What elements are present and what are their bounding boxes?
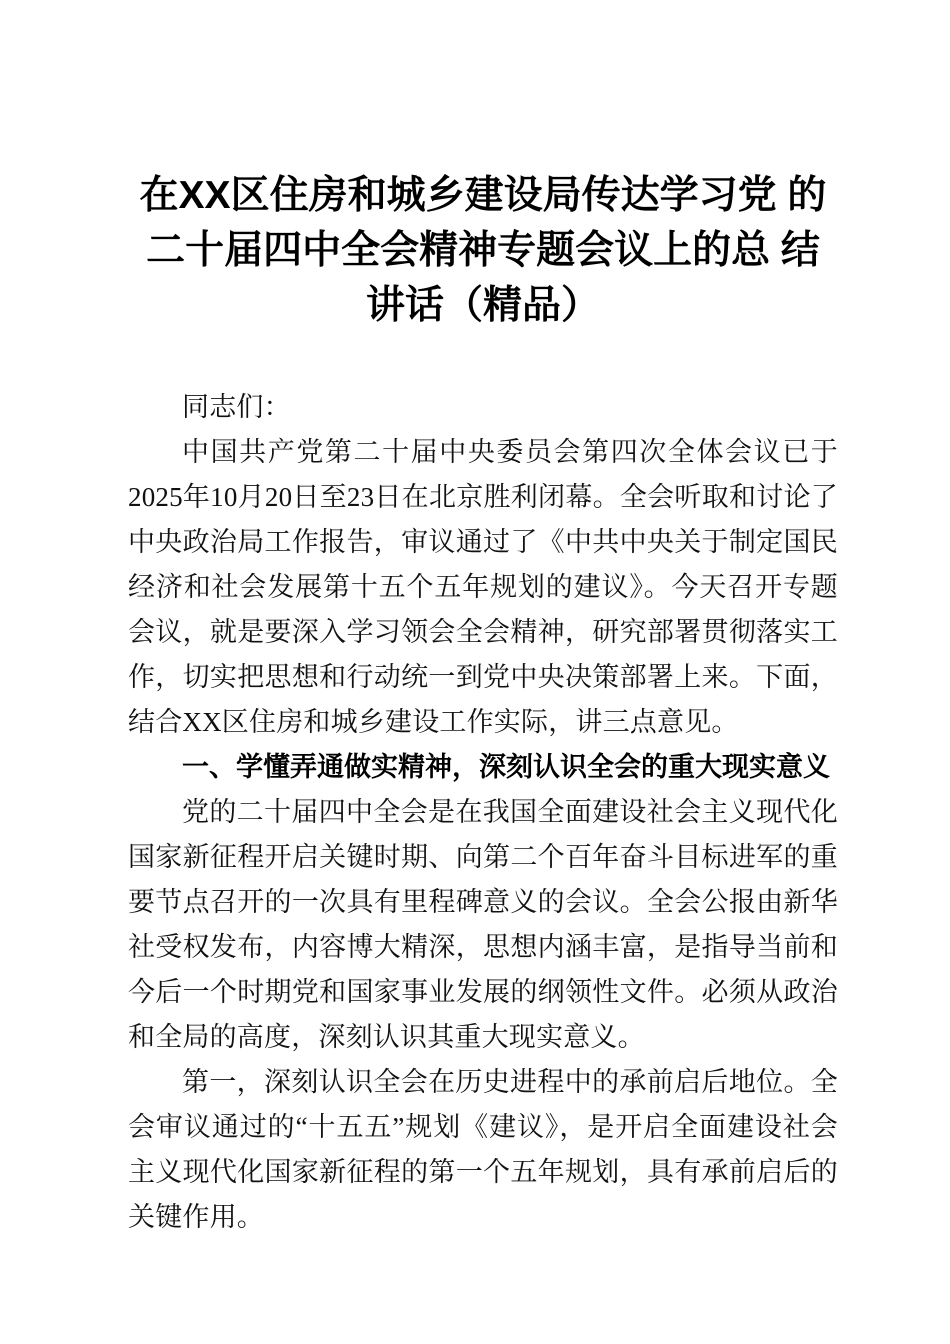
page-title bbox=[128, 0, 838, 333]
title-line-2: 的二十届四中全会精神专题会议上的总 bbox=[146, 174, 827, 272]
title-line-1: 在XX区住房和城乡建设局传达学习党 bbox=[139, 174, 777, 217]
document-body bbox=[128, 0, 838, 1240]
section-paragraph-2: 第一，深刻认识全会在历史进程中的承前启后地位。全会审议通过的“十五五”规划《建议》，是开启全面建设社会主义现代化国家新征程的第一个五年规划，具有承前启后的关键作用。 bbox=[128, 1067, 838, 1232]
section-heading-one: 一、学懂弄通做实精神，深刻认识全会的重大现实意义 bbox=[182, 752, 830, 782]
title-line-3: 结讲话（精品） bbox=[365, 229, 820, 327]
salutation: 同志们： bbox=[182, 392, 291, 422]
intro-paragraph: 中国共产党第二十届中央委员会第四次全体会议已于2025年10月20日至23日在北京胜利闭幕。全会听取和讨论了中央政治局工作报告，审议通过了《中共中央关于制定国民经济和社会发展第十五个五年规划的建议》。今天召开专题会议，就是要深入学习领会全会精神，研究部署贯彻落实工作，切实把思想和行动统一到党中央决策部署上来。下面，结合XX区住房和城乡建设工作实际，讲三点意见。 bbox=[128, 437, 838, 737]
section-paragraph-1: 党的二十届四中全会是在我国全面建设社会主义现代化国家新征程开启关键时期、向第二个百年奋斗目标进军的重要节点召开的一次具有里程碑意义的会议。全会公报由新华社受权发布，内容博大精深，思想内涵丰富，是指导当前和今后一个时期党和国家事业发展的纲领性文件。必须从政治和全局的高度，深刻认识其重大现实意义。 bbox=[128, 797, 838, 1052]
